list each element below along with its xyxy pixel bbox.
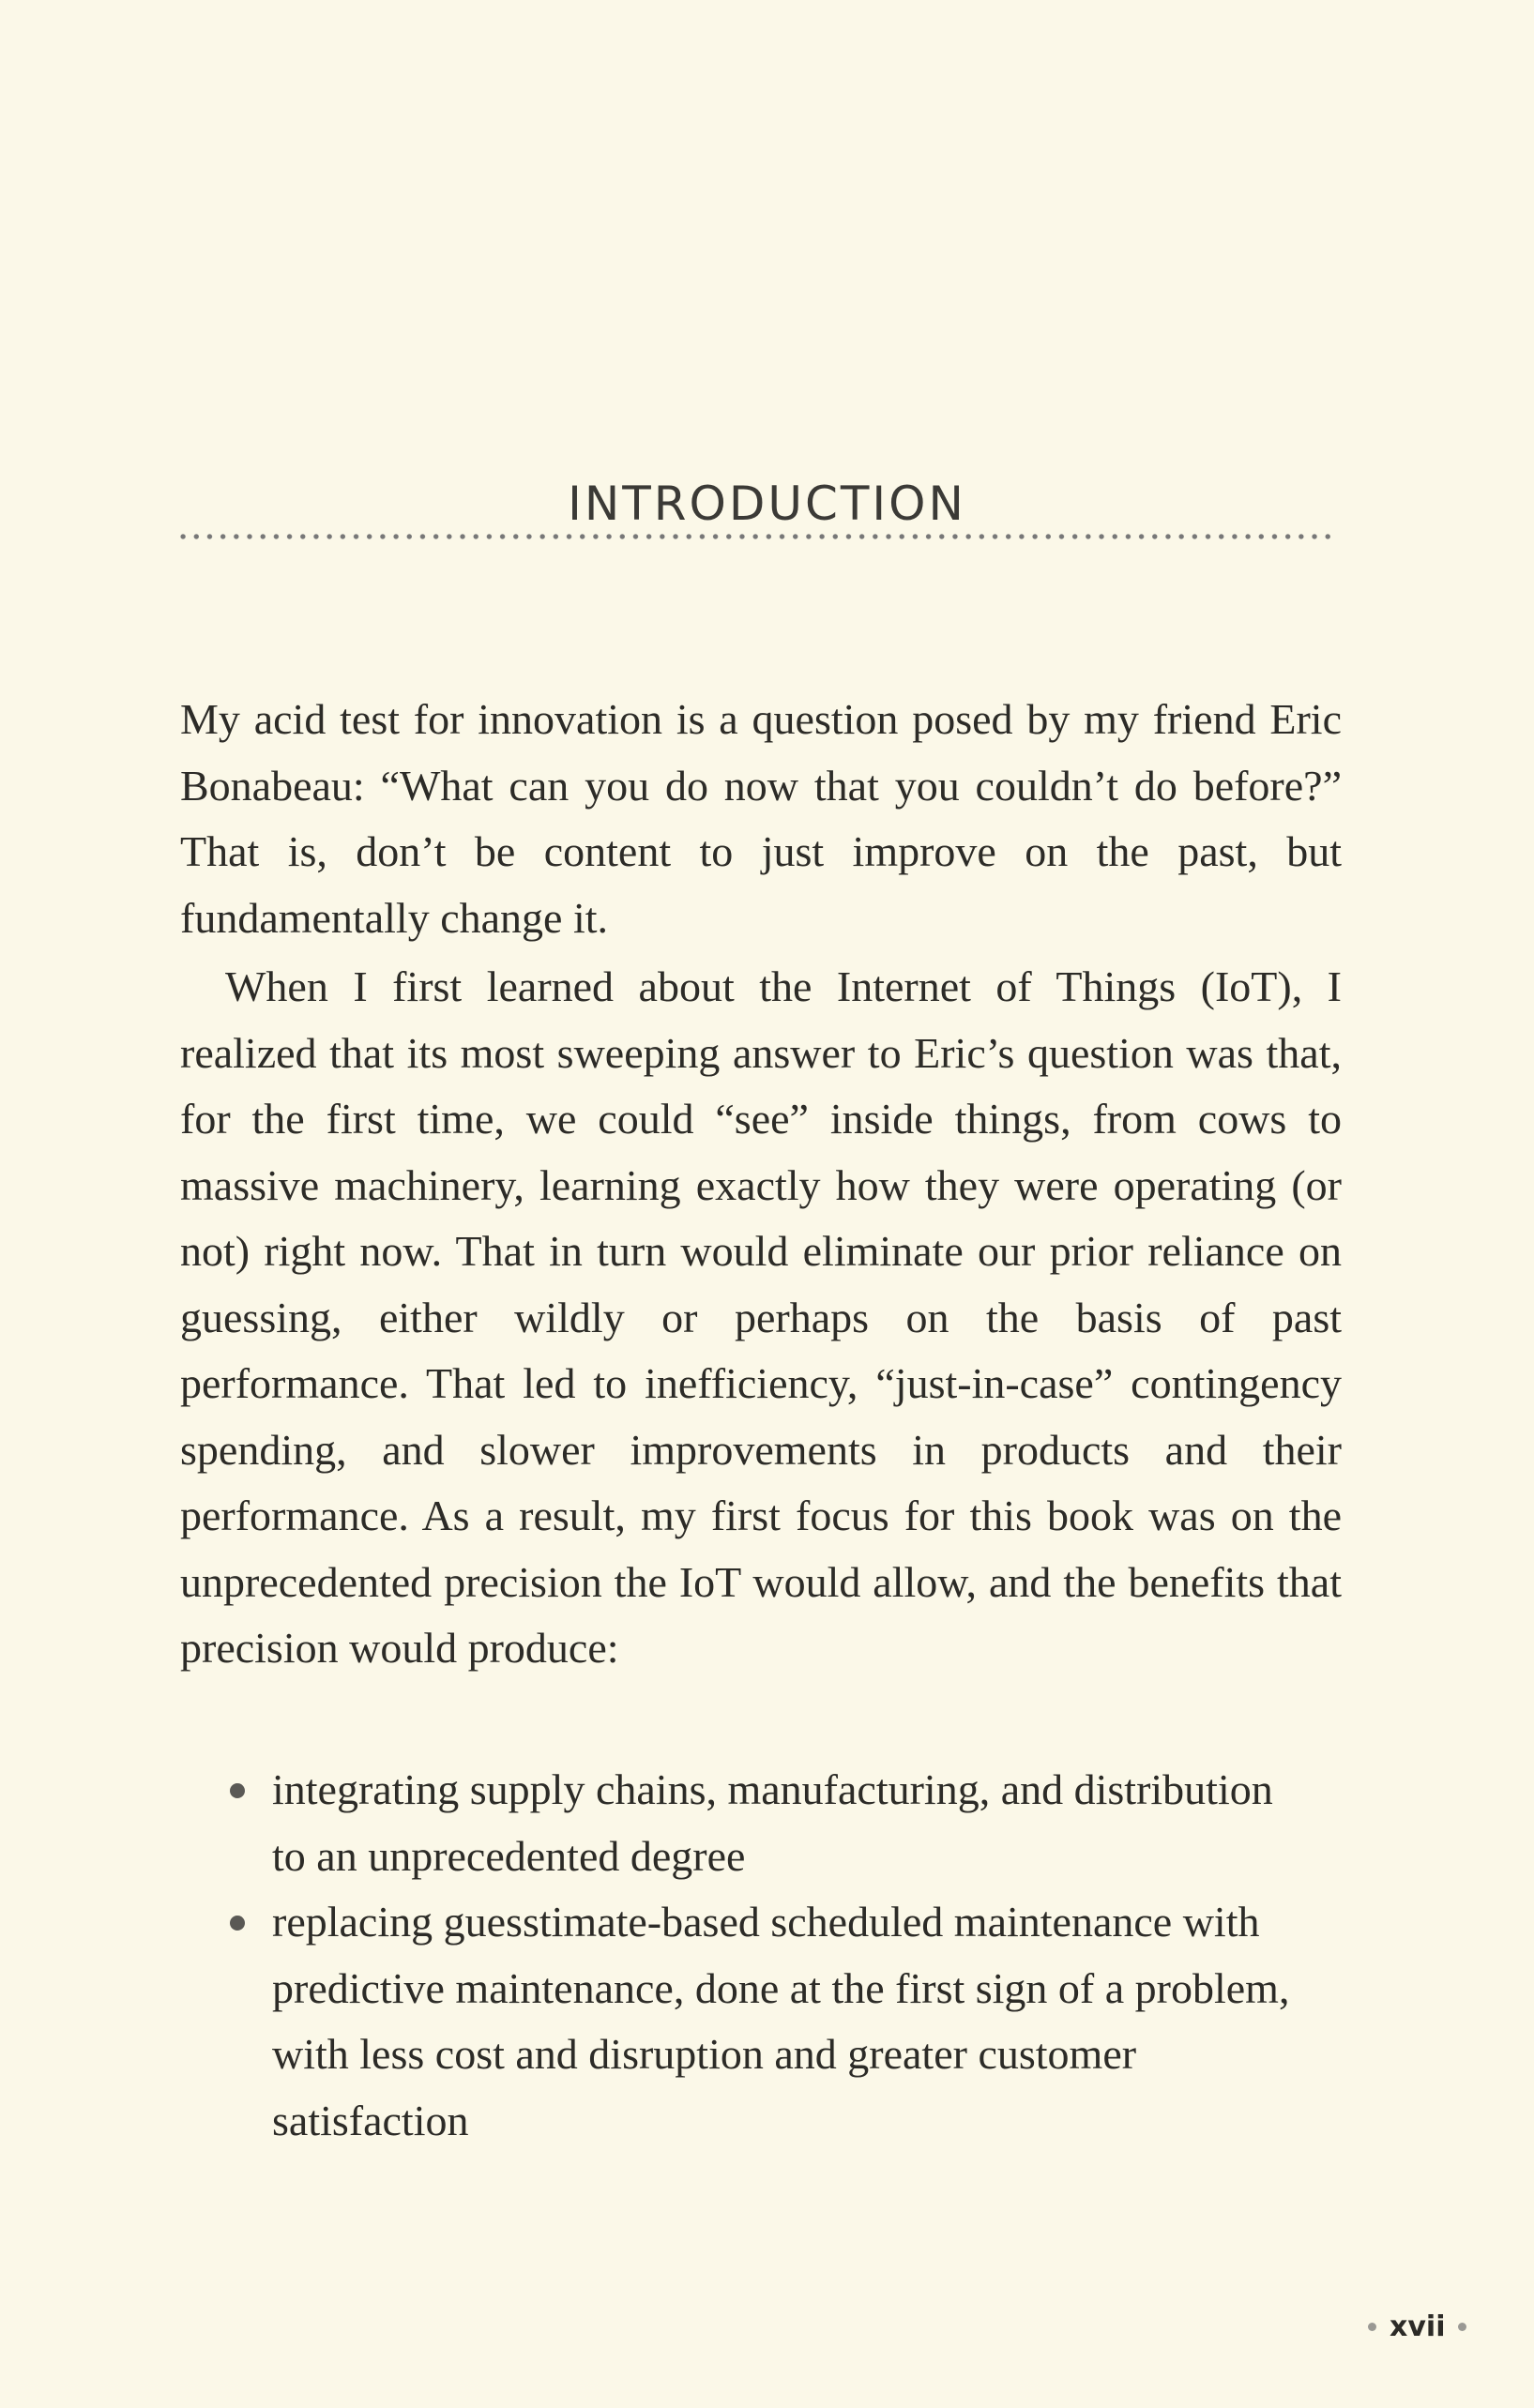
bullet-list [220,1757,1299,2154]
paragraph-2: When I first learned about the Internet of Things (IoT), I realized that its most sweeping answer to Eric’s question was that, for the first time, we could “see” inside things, from cows to massive machinery, learning exactly how they were operating (or not) right now. That in turn would eliminate our prior reliance on guessing, either wildly or perhaps on the basis of past performance. That led to inefficiency, “just-in-case” contingency spending, and slower improvements in products and their performance. As a result, my first focus for this book was on the unprecedented precision the IoT would allow, and the benefits that precision would produce: [180,962,1342,1672]
bullet-icon [230,1916,245,1931]
dot-icon [1368,2323,1376,2331]
page-number: xvii [1390,2310,1446,2343]
dotted-rule [176,531,1338,542]
bullet-icon [230,1783,245,1798]
chapter-heading: INTRODUCTION [568,477,966,531]
list-item-text: integrating supply chains, manufacturing, and distribution to an unprecedented degree [272,1765,1273,1880]
list-item [220,1889,1299,2154]
list-item-text: replacing guesstimate-based scheduled maintenance with predictive maintenance, done at the first sign of a problem, with less cost and disruption and greater customer satisfaction [272,1898,1290,2144]
list-item [220,1757,1299,1889]
dot-icon [1458,2323,1466,2331]
paragraph-1: My acid test for innovation is a question posed by my friend Eric Bonabeau: “What can you do now that you couldn’t do before?” That is, don’t be content to just improve on the past, but fundamentally change it. [180,695,1342,942]
page-number-footer [1368,2303,1466,2350]
